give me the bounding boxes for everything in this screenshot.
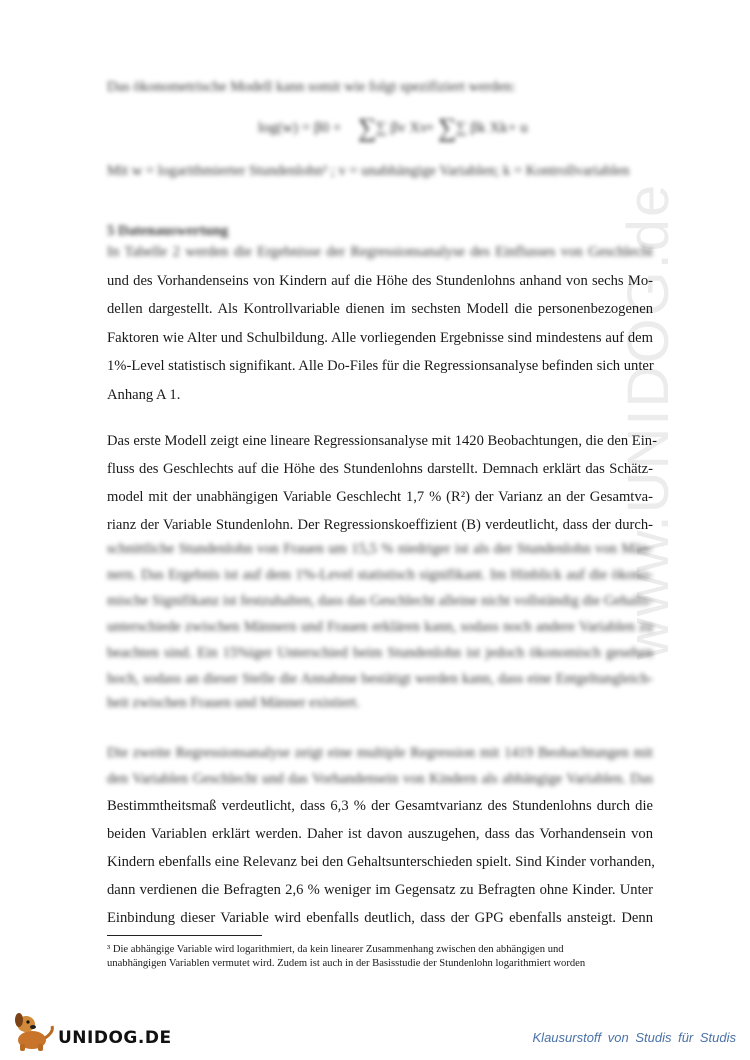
p2-line-8: beachten sind. Ein 15%iger Unterschied beim Stundenlohn ist jedoch ökonomisch gesehen [107,645,653,661]
p2-line-10: heit zwischen Frauen und Männer existiert. [107,695,360,711]
formula-sum2: ∑ βk Xk [456,120,508,136]
formula-note: Mit w = logarithmierter Stundenlohn³ ; v = unabhängige Variablen; k = Kontrollvariablen [107,163,630,179]
svg-text:∑: ∑ [358,113,377,142]
p3-line-6: Einbindung dieser Variable wird ebenfalls deutlich, dass der GPG ebenfalls ansteigt. Denn [107,910,653,926]
p2-line-6: mische Signifikanz ist festzuhalten, dass das Geschlecht alleine nicht vollständig die Gehalts- [107,593,654,609]
p2-line-7: unterschiede zwischen Männern und Frauen erklären kann, sodass noch andere Variablen zu [107,619,653,635]
footnote-line-0: ³ Die abhängige Variable wird logarithmiert, da kein linearer Zusammenhang zwischen den abhängigen und [107,944,564,955]
formula-sum1: ∑ βv Xv [376,120,428,136]
p1-line-2: dellen dargestellt. Als Kontrollvariable dienen im sechsten Modell die personenbezogenen [107,301,653,317]
intro-line: Das ökonometrische Modell kann somit wie folgt spezifiziert werden: [107,79,516,95]
unidog-logo[interactable] [8,1010,172,1052]
p3-line-3: beiden Variablen erklärt werden. Daher ist davon auszugehen, dass das Vorhandensein von [107,826,653,842]
p1-line-5: Anhang A 1. [107,387,181,403]
p2-line-1: fluss des Geschlechts auf die Höhe des Stundenlohns darstellt. Demnach erklärt das Schätz- [107,461,653,477]
p2-line-5: nern. Das Ergebnis ist auf dem 1%-Level statistisch signifikant. Im Hinblick auf die ökono- [107,567,653,583]
p1-line-1: und des Vorhandenseins von Kindern auf die Höhe des Stundenlohns anhand von sechs Mo- [107,273,653,289]
section-heading: 5 Datenauswertung [107,223,229,239]
p1-line-0: In Tabelle 2 werden die Ergebnisse der Regressionsanalyse des Einflusses von Geschlecht [107,244,653,260]
p2-line-9: hoch, sodass an dieser Stelle die Annahme bestätigt werden kann, dass eine Entgeltungleich- [107,671,653,687]
p3-line-0: Die zweite Regressionsanalyse zeigt eine multiple Regression mit 1419 Beobachtungen mit [107,745,653,761]
formula [258,100,538,150]
formula-lhs: log(w) = β0 + [258,120,342,136]
p2-line-4: schnittliche Stundenlohn von Frauen um 15,5 % niedriger ist als der Stundenlohn von Män- [107,541,653,557]
formula-tail: + u [508,120,528,136]
p1-line-4: 1%-Level statistisch signifikant. Alle Do-Files für die Regressionsanalyse befinden sich unter [107,358,654,374]
formula-plus: + [426,120,435,136]
footnote-line-1: unabhängigen Variablen vermutet wird. Zudem ist auch in der Basisstudie der Stundenlohn logarithmiert worden [107,958,586,969]
p2-line-0: Das erste Modell zeigt eine lineare Regressionsanalyse mit 1420 Beobachtungen, die den Ein- [107,433,657,449]
p3-line-1: den Variablen Geschlecht und das Vorhandensein von Kindern als abhängige Variablen. Das [107,771,653,787]
p3-line-2: Bestimmtheitsmaß verdeutlicht, dass 6,3 % der Gesamtvarianz des Stundenlohns durch die [107,798,653,814]
tagline: Klausurstoff von Studis für Studis [532,1030,736,1045]
p3-line-5: dann verdienen die Befragten 2,6 % weniger im Gegensatz zu Befragten ohne Kinder. Unter [107,882,653,898]
p3-line-4: Kindern ebenfalls eine Relevanz bei den Gehaltsunterschieden spielt. Sind Kinder vorhanden, [107,854,655,870]
p1-line-3: Faktoren wie Alter und Schulbildung. Alle vorliegenden Ergebnisse sind mindestens auf dem [107,330,653,346]
logo-text: UNIDOG.DE [58,1028,172,1048]
svg-text:∑: ∑ [438,113,457,142]
p2-line-3: rianz der Variable Stundenlohn. Der Regressionskoeffizient (B) verdeutlicht, dass der durch- [107,517,653,533]
p2-line-2: model mit der unabhängigen Variable Geschlecht 1,7 % (R²) der Varianz an der Gesamtva- [107,489,653,505]
footnote-rule [107,935,262,936]
watermark: www.UNIDOG.de [616,182,681,660]
dog-icon [8,1010,58,1052]
